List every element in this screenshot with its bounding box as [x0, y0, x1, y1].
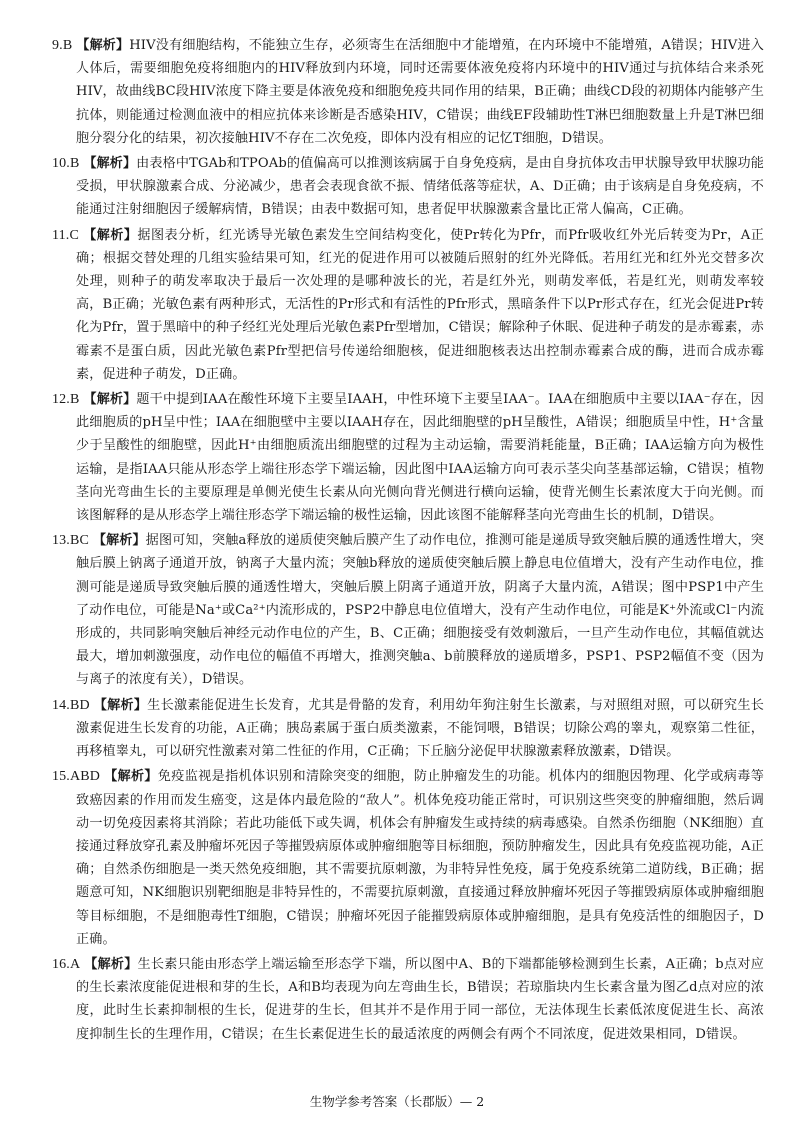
- page-footer: 生物学参考答案（长郡版）— 2: [309, 1094, 485, 1109]
- answer-item-13: [52, 529, 764, 691]
- analysis-text: 由表格中TGAb和TPOAb的值偏高可以推测该病属于自身免疫病，是由自身抗体攻击甲状腺导致甲状腺功能受损，甲状腺激素合成、分泌减少，患者会表现食欲不振、情绪低落等症状，A、D正确；由于该病是自身免疫病，不能通过注射细胞因子缓解病情，B错误；由表中数据可知，患者促甲状腺激素含量比正常人偏高，C正确。: [76, 156, 764, 218]
- analysis-text: 题干中提到IAA在酸性环境下主要呈IAAH，中性环境下主要呈IAA⁻。IAA在细胞质中主要以IAA⁻存在，因此细胞质的pH呈中性；IAA在细胞壁中主要以IAAH存在，因此细胞壁的pH呈酸性，A错误；细胞质呈中性，H⁺含量少于呈酸性的细胞壁，因此H⁺由细胞质流出细胞壁的过程为主动运输，需要消耗能量，B正确；IAA运输方向为极性运输，是指IAA只能从形态学上端往形态学下端运输，因此图中IAA运输方向可表示茎尖向茎基部运输，C错误；植物茎向光弯曲生长的主要原理是单侧光使生长素从向光侧向背光侧进行横向运输，使背光侧生长素浓度大于向光侧。而该图解释的是从形态学上端往形态学下端运输的极性运输，因此该图不能解释茎向光弯曲生长的机制，D错误。: [76, 392, 764, 524]
- answer-choice: B: [62, 38, 73, 53]
- question-number: 15.: [52, 769, 70, 785]
- answer-item-15: [52, 765, 764, 951]
- analysis-text: 免疫监视是指机体识别和清除突变的细胞，防止肿瘤发生的功能。机体内的细胞因物理、化学或病毒等致癌因素的作用而发生癌变，这是体内最危险的“敌人”。机体免疫功能正常时，可识别这些突变的肿瘤细胞，然后调动一切免疫因素将其消除；若此功能低下或失调，机体会有肿瘤发生或持续的病毒感染。自然杀伤细胞（NK细胞）直接通过释放穿孔素及肿瘤坏死因子等摧毁病原体或肿瘤细胞等目标细胞，预防肿瘤发生，因此具有免疫监视功能，A正确；自然杀伤细胞是一类天然免疫细胞，其不需要抗原刺激，为非特异性免疫，属于免疫系统第二道防线，B正确；据题意可知，NK细胞识别靶细胞是非特异性的，不需要抗原刺激，直接通过释放肿瘤坏死因子等摧毁病原体或肿瘤细胞等目标细胞，不是细胞毒性T细胞，C错误；肿瘤坏死因子能摧毁病原体或肿瘤细胞，是具有免疫活性的细胞因子，D正确。: [76, 769, 765, 947]
- analysis-tag: 【解析】: [93, 697, 148, 713]
- analysis-text: HIV没有细胞结构，不能独立生存，必须寄生在活细胞中才能增殖，在内环境中不能增殖，A错误；HIV进入人体后，需要细胞免疫将细胞内的HIV释放到内环境，同时还需要体液免疫将内环境中的HIV通过与抗体结合来杀死HIV，故曲线BC段HIV浓度下降主要是体液免疫和细胞免疫共同作用的结果，B正确；曲线CD段的初期体内能够产生抗体，则能通过检测血液中的相应抗体来诊断是否感染HIV，C错误；曲线EF段辅助性T淋巴细胞数量上升是T淋巴细胞分裂分化的结果，初次接触HIV不存在二次免疫，即体内没有相应的记忆T细胞，D错误。: [76, 38, 764, 146]
- answer-choice: C: [69, 227, 79, 243]
- analysis-text: 生长激素能促进生长发育，尤其是骨骼的发育，利用幼年狗注射生长激素，与对照组对照，可以研究生长激素促进生长发育的功能，A正确；胰岛素属于蛋白质类激素，不能饲喂，B错误；切除公鸡的睾丸，观察第二性征，再移植睾丸，可以研究性激素对第二性征的作用，C正确；下丘脑分泌促甲状腺激素释放激素，D错误。: [76, 697, 764, 760]
- analysis-text: 据图表分析，红光诱导光敏色素发生空间结构变化，使Pr转化为Pfr，而Pfr吸收红外光后转变为Pr，A正确；根据交替处理的几组实验结果可知，红光的促进作用可以被随后照射的红外光降低。若用红光和红外光交替多次处理，则种子的萌发率取决于最后一次处理的是哪种波长的光，若是红外光，则萌发率低，若是红光，则萌发率较高，B正确；光敏色素有两种形式，无活性的Pr形式和有活性的Pfr形式，黑暗条件下以Pr形式存在，红光会促进Pr转化为Pfr，置于黑暗中的种子经红光处理后光敏色素Pfr型增加，C错误；解除种子休眠、促进种子萌发的是赤霉素，赤霉素不是蛋白质，因此光敏色素Pfr型把信号传递给细胞核，促进细胞核表达出控制赤霉素合成的酶，进而合成赤霉素，促进种子萌发，D正确。: [76, 227, 764, 382]
- analysis-tag: 【解析】: [82, 227, 138, 243]
- answer-choice: B: [69, 392, 80, 408]
- question-number: 14.: [52, 697, 70, 713]
- answer-choice: BC: [69, 533, 89, 549]
- question-number: 16.: [52, 956, 70, 972]
- question-number: 12.: [52, 392, 70, 408]
- answer-choice: BD: [69, 697, 90, 713]
- analysis-tag: 【解析】: [103, 769, 158, 785]
- analysis-tag: 【解析】: [83, 156, 137, 172]
- answer-item-14: [52, 694, 764, 764]
- question-number: 10.: [52, 156, 70, 172]
- answer-item-11: [52, 224, 764, 386]
- analysis-text: 生长素只能由形态学上端运输至形态学下端，所以图中A、B的下端都能够检测到生长素，A正确；b点对应的生长素浓度能促进根和芽的生长，A和B均表现为向左弯曲生长，B错误；若琼脂块内生长素含量为图乙d点对应的浓度，此时生长素抑制根的生长，促进芽的生长，但其并不是作用于同一部位，无法体现生长素低浓度促进生长、高浓度抑制生长的生理作用，C错误；在生长素促进生长的最适浓度的两侧会有两个不同浓度，促进效果相同，D错误。: [76, 956, 764, 1042]
- analysis-tag: 【解析】: [92, 533, 146, 549]
- answer-choice: B: [69, 156, 80, 172]
- analysis-text: 据图可知，突触a释放的递质使突触后膜产生了动作电位，推测可能是递质导致突触后膜的通透性增大，突触后膜上钠离子通道开放，钠离子大量内流；突触b释放的递质使突触后膜上静息电位值增大，没有产生动作电位，推测可能是递质导致突触后膜的通透性增大，突触后膜上阴离子通道开放，阴离子大量内流，A错误；图中PSP1中产生了动作电位，可能是Na⁺或Ca²⁺内流形成的，PSP2中静息电位值增大，没有产生动作电位，可能是K⁺外流或Cl⁻内流形成的，共同影响突触后神经元动作电位的产生，B、C正确；细胞接受有效刺激后，一旦产生动作电位，其幅值就达最大，增加刺激强度，动作电位的幅值不再增大，推测突触a、b前膜释放的递质增多，PSP1、PSP2幅值不变（因为与离子的浓度有关），D错误。: [76, 533, 764, 688]
- question-number: 13.: [52, 533, 70, 549]
- question-number: 11.: [52, 227, 70, 243]
- answer-list: [52, 34, 764, 1048]
- answer-item-10: [52, 152, 764, 222]
- answer-item-12: [52, 388, 764, 527]
- answer-item-16: [52, 953, 764, 1046]
- analysis-tag: 【解析】: [83, 392, 137, 408]
- analysis-tag: 【解析】: [76, 38, 130, 53]
- answer-choice: A: [69, 956, 81, 972]
- analysis-tag: 【解析】: [84, 956, 138, 972]
- answer-choice: ABD: [69, 769, 100, 785]
- question-number: 9.: [52, 38, 63, 53]
- answer-item-9: [52, 34, 764, 150]
